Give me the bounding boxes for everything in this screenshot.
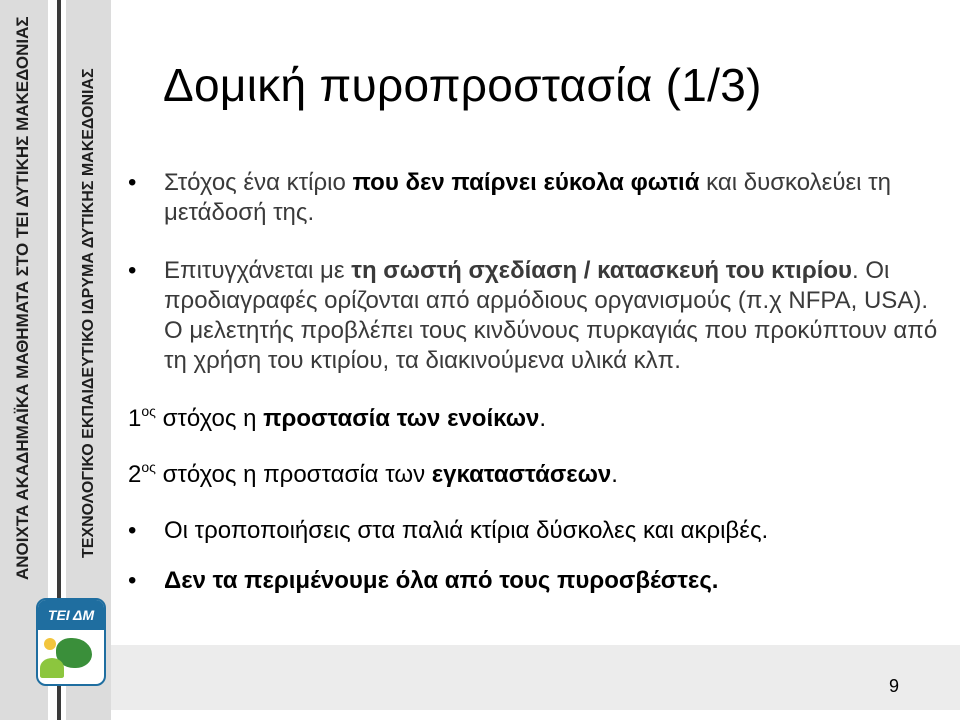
text-segment: . xyxy=(611,461,618,488)
goal-item-2 xyxy=(128,460,938,490)
bullet-item-2 xyxy=(128,256,938,376)
text-segment: στόχος η xyxy=(155,405,264,432)
text-emphasis: Δεν τα περιμένουμε όλα από τους πυροσβέστες. xyxy=(164,567,719,594)
text-segment: Στόχος ένα κτίριο xyxy=(164,169,353,196)
bullet-marker: • xyxy=(128,169,137,196)
goal-item-1 xyxy=(128,404,938,434)
text-segment: . Οι προδιαγραφές ορίζονται από αρμόδιους οργανισμούς (π.χ NFPA, USA). Ο μελετητής προβλέπει τους κινδύνους πυρκαγιάς που προκύπτουν από τη χρήση του κτιρίου, τα διακινούμενα υλικά κλπ. xyxy=(164,257,938,374)
bullet-item-3 xyxy=(128,516,938,546)
logo-leaf-shape xyxy=(40,658,64,678)
logo-text: ΤΕΙ ΔΜ xyxy=(38,600,104,630)
bullet-marker: • xyxy=(128,567,137,594)
text-segment: . xyxy=(539,405,547,432)
text-segment: Επιτυγχάνεται με xyxy=(164,257,352,284)
footer-band xyxy=(111,645,960,710)
bullet-marker: • xyxy=(128,517,137,544)
institution-logo xyxy=(36,598,106,686)
bullet-item-1 xyxy=(128,168,938,228)
page-number: 9 xyxy=(889,676,900,696)
ordinal-suffix: ος xyxy=(141,403,156,419)
text-segment: στόχος η προστασία των xyxy=(155,461,432,488)
text-segment: 1 xyxy=(128,405,142,432)
logo-sun-shape xyxy=(44,638,56,650)
slide-content xyxy=(128,168,938,596)
text-emphasis: που δεν παίρνει εύκολα φωτιά xyxy=(352,169,700,196)
text-emphasis: τη σωστή σχεδίαση / κατασκευή του κτιρίου xyxy=(351,257,852,284)
vertical-banner-open-courses: ΑΝΟΙΧΤΑ ΑΚΑΔΗΜΑΪΚΑ ΜΑΘΗΜΑΤΑ ΣΤΟ ΤΕΙ ΔΥΤΙΚΗΣ ΜΑΚΕΔΟΝΙΑΣ xyxy=(13,16,32,580)
vertical-banner-institution: ΤΕΧΝΟΛΟΓΙΚΟ ΕΚΠΑΙΔΕΥΤΙΚΟ ΙΔΡΥΜΑ ΔΥΤΙΚΗΣ ΜΑΚΕΔΟΝΙΑΣ xyxy=(80,68,97,558)
text-segment: 2 xyxy=(128,461,142,488)
text-emphasis: προστασία των ενοίκων xyxy=(263,405,540,432)
bullet-item-4 xyxy=(128,566,938,596)
ordinal-suffix: ος xyxy=(141,459,156,475)
slide-title: Δομική πυροπροστασία (1/3) xyxy=(163,59,762,111)
text-segment: Οι τροποποιήσεις στα παλιά κτίρια δύσκολες και ακριβές. xyxy=(164,517,769,544)
text-segment: και δυσκολεύει τη μετάδοσή της. xyxy=(164,169,891,226)
text-emphasis: εγκαταστάσεων xyxy=(431,461,612,488)
bullet-marker: • xyxy=(128,257,137,284)
